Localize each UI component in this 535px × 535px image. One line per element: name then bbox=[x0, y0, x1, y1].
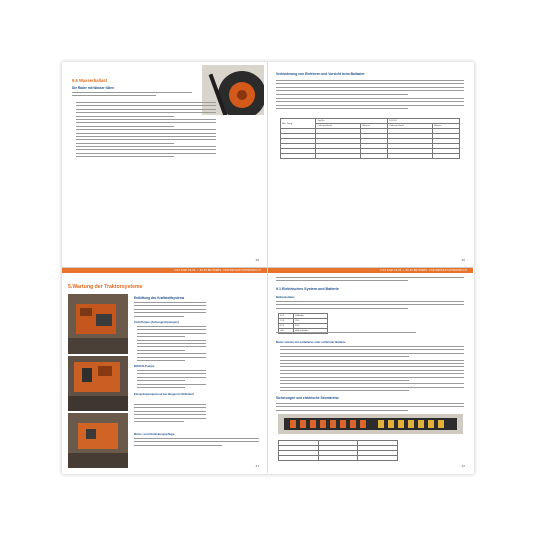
table-cell: 12,4 bbox=[279, 319, 294, 324]
body-text bbox=[134, 438, 259, 448]
page-40 bbox=[268, 62, 473, 268]
body-text bbox=[276, 80, 464, 97]
subheading-jump-start: Motor starten mit entladener oder entfernter Batterie bbox=[276, 340, 346, 344]
engine-photo-3 bbox=[68, 413, 128, 468]
table-cell: 75% bbox=[293, 319, 327, 324]
page-number: 42 bbox=[461, 464, 465, 468]
table-header: Typ No bbox=[316, 119, 388, 124]
body-text bbox=[134, 302, 206, 319]
table-cell: Vollladen bbox=[293, 314, 327, 319]
fuse-box-photo bbox=[278, 414, 463, 434]
ballast-table bbox=[280, 118, 460, 159]
body-text bbox=[137, 370, 206, 390]
section-title: 9.1 Elektrisches System und Batterie bbox=[276, 287, 339, 291]
subheading-storage: Einspritzpumpencoat bei längerem Stillstand bbox=[134, 392, 194, 396]
subheading-bleeding: Entlüftung des Kraftstoffsystems bbox=[134, 296, 185, 300]
body-text bbox=[276, 332, 416, 335]
body-text-2 bbox=[276, 98, 464, 112]
table-header: Calciumchlorid bbox=[316, 124, 361, 129]
header-bar bbox=[62, 268, 267, 273]
body-text bbox=[276, 277, 464, 284]
subheading: Die Räder mit Wasser füllen bbox=[72, 86, 115, 90]
numbered-steps bbox=[76, 102, 216, 160]
page-39 bbox=[62, 62, 268, 268]
subheading-engine-care: Motor- und Abdeckungspflege bbox=[134, 432, 175, 436]
table-cell: 12,6 bbox=[279, 314, 294, 319]
header-bar-text: FIAT AGRI 65-66 — 80-66 BETRIEBS- UND REPARATURHANDBUCH bbox=[174, 269, 261, 272]
table-header: Min. Temp. bbox=[281, 119, 316, 129]
section-title: Verhinderung von Einfrieren und Vorsicht beim Ballaster bbox=[276, 72, 365, 76]
chapter-title: 5.Wartung der Traktorsysteme bbox=[68, 284, 143, 290]
table-header: Calciumchlorid bbox=[388, 124, 433, 129]
manual-spread bbox=[62, 62, 474, 474]
subheading-fuses: Sicherungen und elektrische Stromkreise bbox=[276, 396, 339, 400]
subheading-bosch: BOSCH-Pumpe bbox=[134, 364, 155, 368]
table-header: Wasser bbox=[361, 124, 388, 129]
page-number: 41 bbox=[255, 464, 259, 468]
section-title: 9.5 Wasserballast bbox=[72, 78, 107, 83]
page-41 bbox=[62, 268, 268, 473]
bullet-text bbox=[280, 346, 464, 393]
subheading-cav: CAV-Pumpe (Anlassgrottpumpen) bbox=[134, 320, 179, 324]
table-cell: 50% bbox=[293, 324, 327, 329]
table-cell: Halb entladen bbox=[293, 329, 327, 334]
table-cell: Volt bbox=[279, 329, 294, 334]
fuse-table bbox=[278, 440, 398, 461]
body-text bbox=[134, 404, 206, 424]
body-text bbox=[276, 301, 464, 311]
body-text bbox=[276, 403, 464, 413]
body-text bbox=[72, 92, 192, 99]
header-bar bbox=[268, 268, 473, 273]
engine-photo-2 bbox=[68, 356, 128, 411]
table-cell: 12,2 bbox=[279, 324, 294, 329]
table-header: Wasser bbox=[433, 124, 460, 129]
page-42 bbox=[268, 268, 473, 473]
body-text bbox=[137, 326, 206, 363]
page-number: 39 bbox=[255, 258, 259, 262]
header-bar-text: FIAT AGRI 65-66 — 80-66 BETRIEBS- UND REPARATURHANDBUCH bbox=[380, 269, 467, 272]
voltage-table bbox=[278, 313, 328, 334]
engine-photo-1 bbox=[68, 294, 128, 354]
page-number: 40 bbox=[461, 258, 465, 262]
subheading-battery-status: Batteriestatus bbox=[276, 295, 295, 299]
table-header: 13.6-24 bbox=[388, 119, 460, 124]
